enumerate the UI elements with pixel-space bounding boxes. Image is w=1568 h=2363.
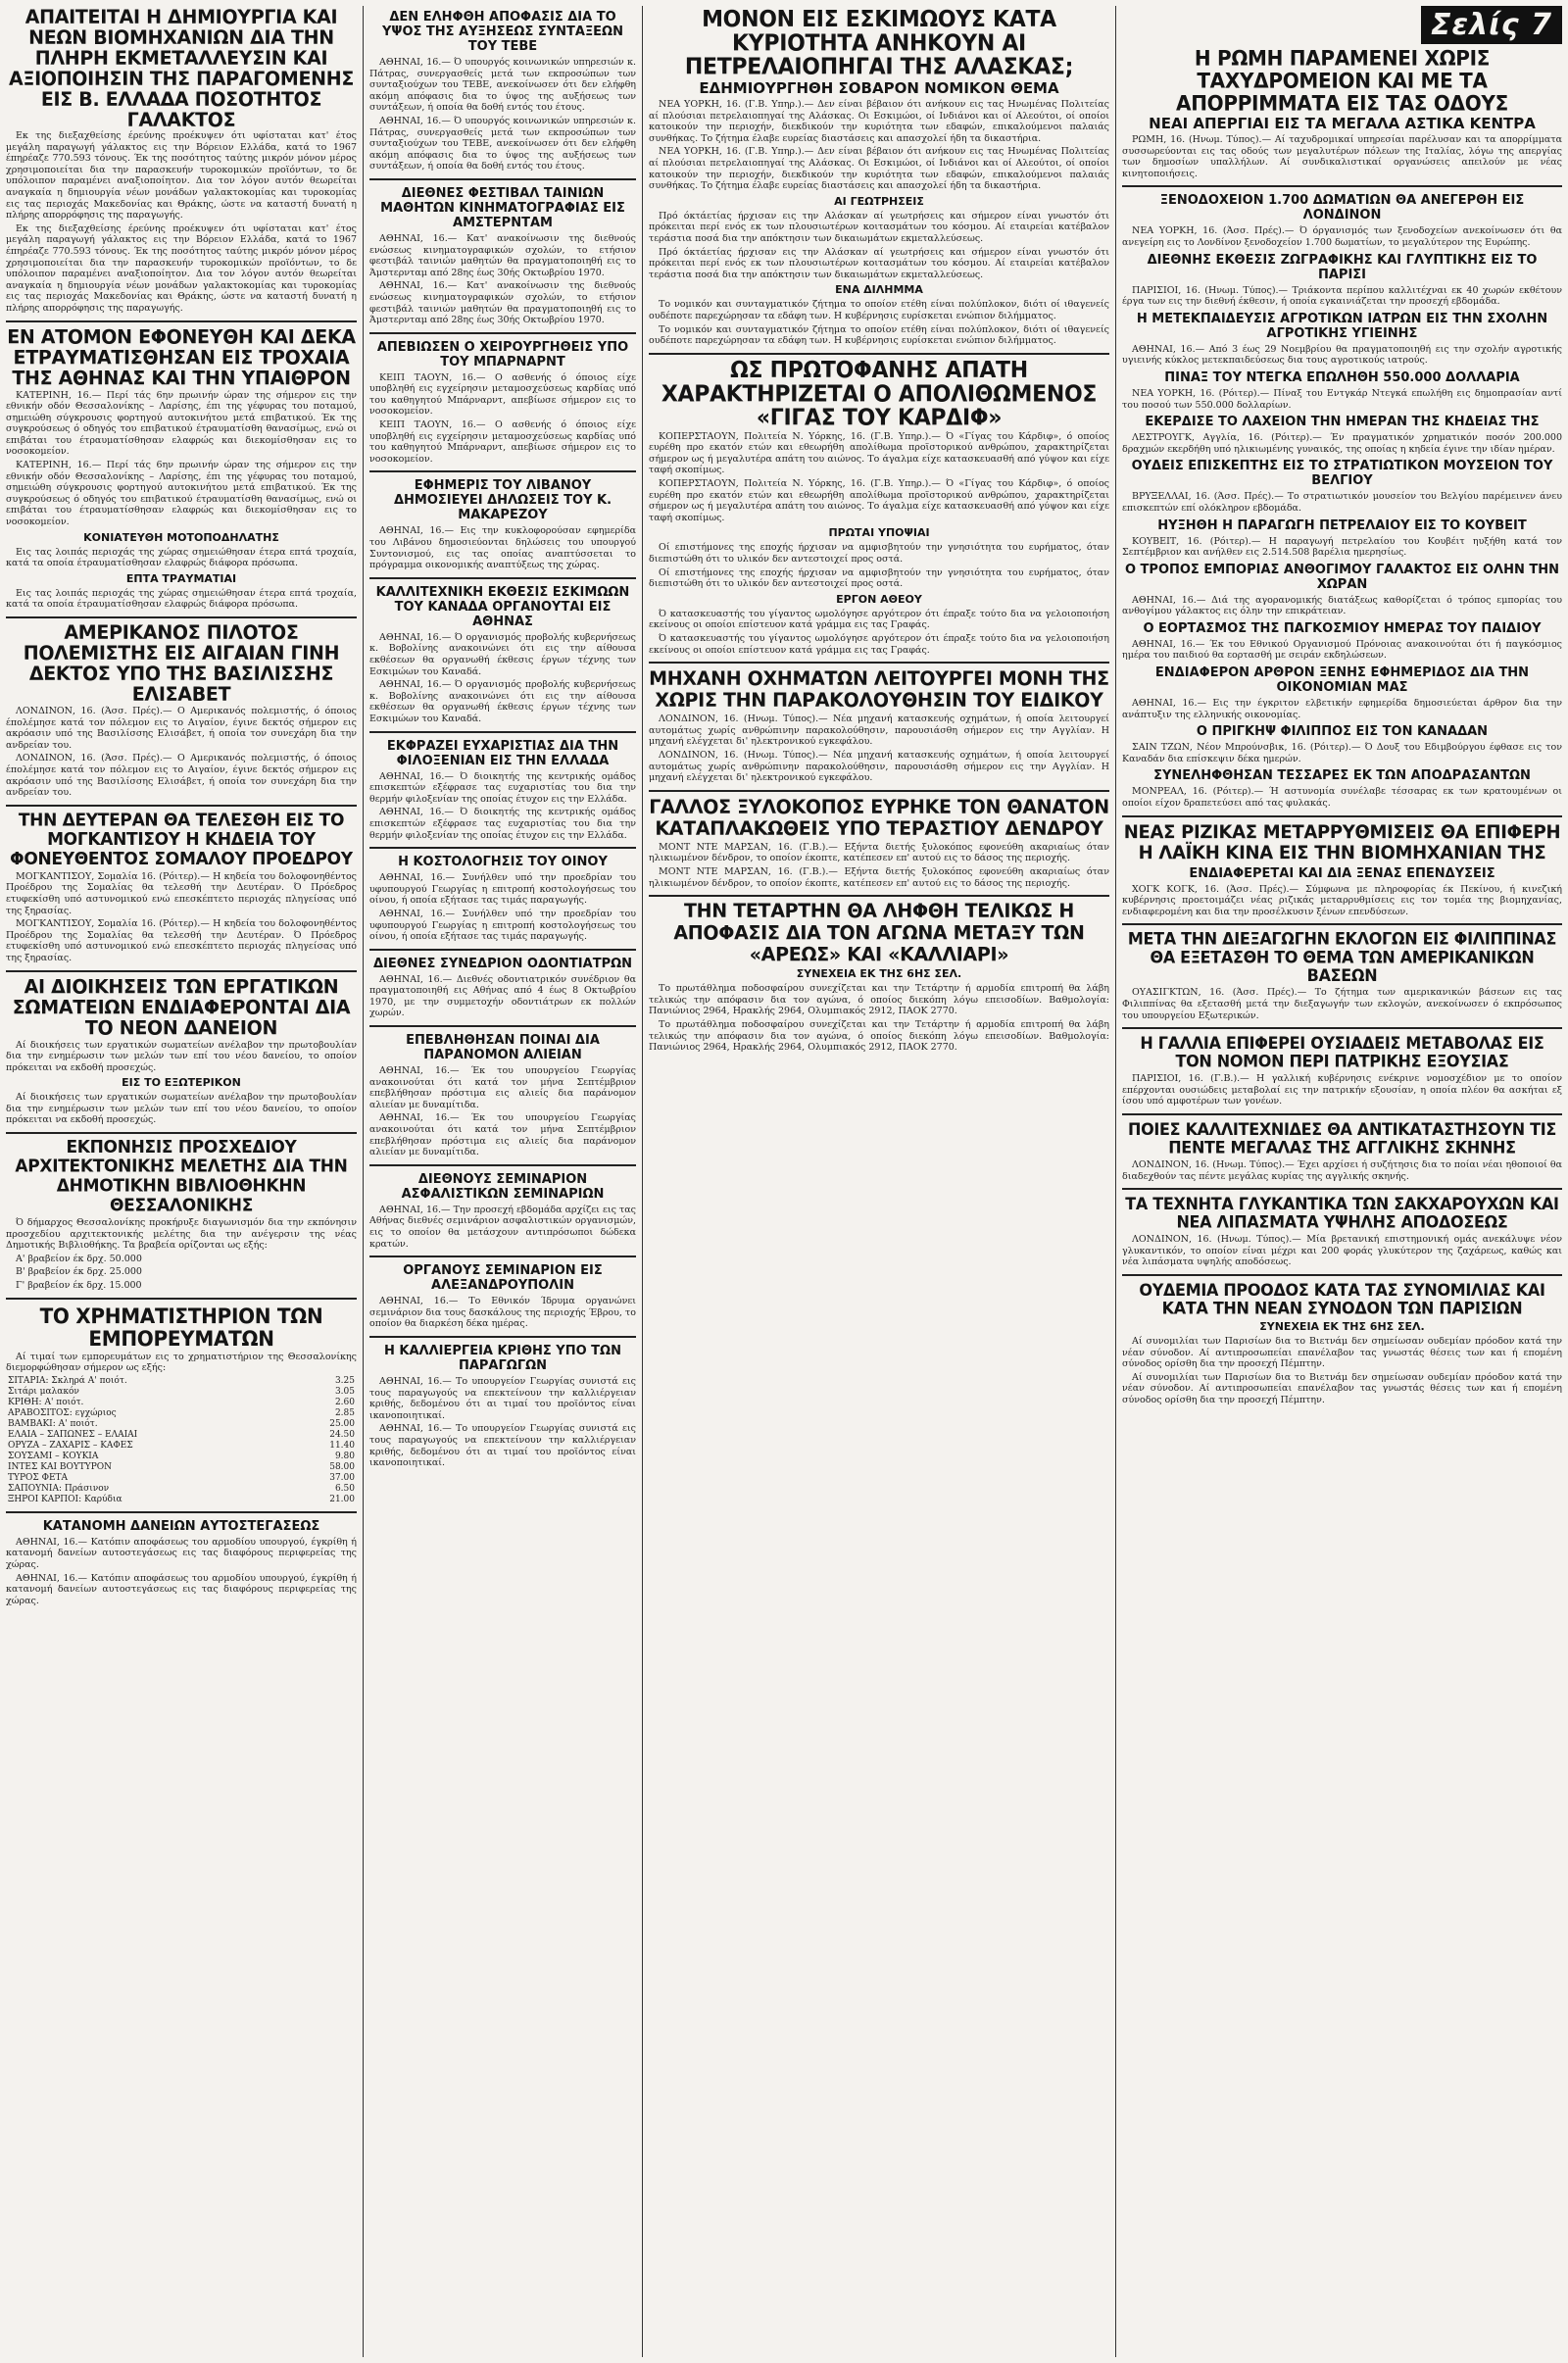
headline-loans: ΚΑΤΑΝΟΜΗ ΔΑΝΕΙΩΝ ΑΥΤΟΣΤΕΓΑΣΕΩΣ (42, 1518, 320, 1534)
headline-milk-industry: ΑΠΑΙΤΕΙΤΑΙ Η ΔΗΜΙΟΥΡΓΙΑ ΚΑΙ ΝΕΩΝ ΒΙΟΜΗΧΑΝΙΩΝ ΔΙΑ ΤΗΝ ΠΛΗΡΗ ΕΚΜΕΤΑΛΛΕΥΣΙΝ ΚΑΙ ΑΞΙΟΠΟΙΗΣΙΝ ΤΗΣ ΠΑΡΑΓΟΜΕΝΗΣ ΕΙΣ Β. ΕΛΛΑΔΑ ΠΟΣΟΤΗΤΟΣ ΓΑΛΑΚΤΟΣ (8, 6, 355, 132)
article-body: Το νομικόν και συνταγματικόν ζήτημα το οποίον ετέθη είναι πολύπλοκον, διότι οί ιθαγενείς ουδέποτε παρεχώρησαν τα εδάφη των. Η κυβέρνησις ευρίσκεται ενώπιον διλήμματος. (649, 323, 1109, 347)
market-price: 21.00 (329, 1494, 355, 1504)
article-body: ΑΘΗΝΑΙ, 16.— Ό οργανισμός προβολής κυβερνήσεως κ. Βοβολίνης ανακοινώνει ότι εις την αίθουσα εκθέσεων θα οργανωθή έκθεσις έργων τέχνης των Εσκιμώων του Καναδά. (369, 631, 636, 677)
article-body: Αί συνομιλίαι των Παρισίων δια το Βιετνάμ δεν σημείωσαν ουδεμίαν πρόοδον κατά την νέαν σύνοδον. Αί αντιπροσωπείαι επανέλαβον τας γνωστάς θέσεις των και ή επομένη σύνοδος ορίσθη δια την προσεχή Πέμπτην. (1122, 1335, 1562, 1370)
column-2 (363, 6, 642, 2357)
article-body: ΑΘΗΝΑΙ, 16.— Ό διοικητής της κεντρικής ομάδος επισκεπτών εξέφρασε τας ευχαριστίας του δια την θερμήν φιλοξενίαν της οποίας έτυχον εις την Ελλάδα. (369, 807, 636, 841)
divider (6, 1132, 357, 1134)
headline-france: Η ΓΑΛΛΙΑ ΕΠΙΦΕΡΕΙ ΟΥΣΙΑΔΕΙΣ ΜΕΤΑΒΟΛΑΣ ΕΙΣ ΤΟΝ ΝΟΜΟΝ ΠΕΡΙ ΠΑΤΡΙΚΗΣ ΕΞΟΥΣΙΑΣ (1140, 1033, 1544, 1072)
column-1 (0, 6, 363, 2357)
article-body: ΑΘΗΝΑΙ, 16.— Κατ' ανακοίνωσιν της διεθνούς ενώσεως κινηματογραφικών σχολών, το ετήσιον φεστιβάλ ταινιών μαθητών θα πραγματοποιηθή εις το Άμστερνταμ από 28ης έως 30ής Οκτωβρίου 1970. (369, 232, 636, 278)
headline-alaska: ΜΟΝΟΝ ΕΙΣ ΕΣΚΙΜΩΟΥΣ ΚΑΤΑ ΚΥΡΙΟΤΗΤΑ ΑΝΗΚΟΥΝ ΑΙ ΠΕΤΡΕΛΑΙΟΠΗΓΑΙ ΤΗΣ ΑΛΑΣΚΑΣ; (684, 7, 1074, 80)
market-price: 9.80 (334, 1451, 355, 1461)
divider (6, 1298, 357, 1300)
headline-somalia: ΤΗΝ ΔΕΥΤΕΡΑΝ ΘΑ ΤΕΛΕΣΘΗ ΕΙΣ ΤΟ ΜΟΓΚΑΝΤΙΣΟΥ Η ΚΗΔΕΙΑ ΤΟΥ ΦΟΝΕΥΘΕΝΤΟΣ ΣΟΜΑΛΟΥ ΠΡΟΕΔΡΟΥ (10, 810, 353, 870)
article-body: ΑΘΗΝΑΙ, 16.— Κατόπιν αποφάσεως του αρμοδίου υπουργού, έγκρίθη ή κατανομή δανείων αυτοστεγάσεως εις τας διαφόρους περιφερείας της χώρας. (6, 1572, 357, 1606)
headline-traffic: ΕΝ ΑΤΟΜΟΝ ΕΦΟΝΕΥΘΗ ΚΑΙ ΔΕΚΑ ΕΤΡΑΥΜΑΤΙΣΘΗΣΑΝ ΕΙΣ ΤΡΟΧΑΙΑ ΤΗΣ ΑΘΗΝΑΣ ΚΑΙ ΤΗΝ ΥΠΑΙΘΡΟΝ (7, 324, 356, 390)
article-body: Οί επιστήμονες της εποχής ήρχισαν να αμφισβητούν την γνησιότητα του ευρήματος, όταν διεπιστώθη ότι το υλικόν δεν αντεστοιχεί προς οστά. (649, 542, 1109, 566)
article-body: ΑΘΗΝΑΙ, 16.— Έκ του υπουργείου Γεωργίας ανακοινούται ότι κατά τον μήνα Σεπτέμβριον επεβλήθησαν πρόστιμα εις αλιείς δια παράνομον αλιείαν με δυναμίτιδα. (369, 1065, 636, 1110)
article-body: ΚΕΙΠ ΤΑΟΥΝ, 16.— Ο ασθενής ό όποιος είχε υποβληθή εις εγχείρησιν μεταμοσχεύσεως καρδίας υπό του καθηγητού Μπάρναρντ, απεβίωσε σήμερον εις το νοσοκομείον. (369, 371, 636, 418)
headline-exhibition: ΔΙΕΘΝΗΣ ΕΚΘΕΣΙΣ ΖΩΓΡΑΦΙΚΗΣ ΚΑΙ ΓΛΥΠΤΙΚΗΣ ΕΙΣ ΤΟ ΠΑΡΙΣΙ (1147, 252, 1538, 282)
subhead: ΕΝΑ ΔΙΛΗΜΜΑ (835, 283, 923, 297)
article-body: Αί συνομιλίαι των Παρισίων δια το Βιετνάμ δεν σημείωσαν ουδεμίαν πρόοδον κατά την νέαν σύνοδον. Αί αντιπροσωπείαι επανέλαβον τας γνωστάς θέσεις των και ή επομένη σύνοδος ορίσθη δια την προσεχή Πέμπτην. (1122, 1371, 1562, 1405)
market-price: 11.40 (329, 1440, 355, 1451)
subhead-strikes: ΝΕΑΙ ΑΠΕΡΓΙΑΙ ΕΙΣ ΤΑ ΜΕΓΑΛΑ ΑΣΤΙΚΑ ΚΕΝΤΡΑ (1149, 115, 1536, 132)
article-body: Πρό όκτάετίας ήρχισαν εις την Αλάσκαν αί γεωτρήσεις και σήμερον είναι γνωστόν ότι πρόκειται περί ενός εκ των πλουσιωτέρων κοιτασμάτων του κόσμου. Αί εταιρείαι κατέβαλον τεράστια ποσά δια την απόκτησιν των δικαιωμάτων εκμεταλλεύσεως. (649, 210, 1109, 244)
table-row (6, 1484, 357, 1495)
divider (1122, 1188, 1562, 1190)
article-body: ΟΥΑΣΙΓΚΤΩΝ, 16. (Άσσ. Πρές).— Το ζήτημα των αμερικανικών βάσεων εις τας Φιλιππίνας θα εξετασθή μετά την διεξαγωγήν των εκλογών, ανεκοίνωσεν ό εκπρόσωπος του υπουργείου Εξωτερικών. (1122, 987, 1562, 1021)
market-price: 6.50 (334, 1483, 355, 1494)
headline-alexandroupolis: ΟΡΓΑΝΟΥΣ ΣΕΜΙΝΑΡΙΟΝ ΕΙΣ ΑΛΕΞΑΝΔΡΟΥΠΟΛΙΝ (403, 1263, 603, 1294)
subhead-investments: ΕΝΔΙΑΦΕΡΕΤΑΙ ΚΑΙ ΔΙΑ ΞΕΝΑΣ ΕΠΕΝΔΥΣΕΙΣ (1189, 865, 1495, 881)
divider (649, 895, 1109, 897)
article-body: Το πρωτάθλημα ποδοσφαίρου συνεχίζεται και την Τετάρτην ή αρμοδία επιτροπή θα λάβη τελικώς την απόφασιν δια τον αγώνα, ό οποίος διεκόπη λόγω επεισοδίων. Βαθμολογία: Πανιώνιος 2964, Ηρακλής 2964, Ολυμπιακός 2912, ΠΑΟΚ 2770. (649, 1018, 1109, 1054)
headline-prince: Ο ΠΡΙΓΚΗΨ ΦΙΛΙΠΠΟΣ ΕΙΣ ΤΟΝ ΚΑΝΑΔΑΝ (1196, 724, 1489, 740)
table-row (6, 1430, 357, 1441)
market-price: 2.60 (334, 1397, 355, 1407)
article-body: ΑΘΗΝΑΙ, 16.— Κατ' ανακοίνωσιν της διεθνούς ενώσεως κινηματογραφικών σχολών, το ετήσιον φεστιβάλ ταινιών μαθητών θα πραγματοποιηθή εις το Άμστερνταμ από 28ης έως 30ής Οκτωβρίου 1970. (369, 280, 636, 326)
headline-milk-trade: Ο ΤΡΟΠΟΣ ΕΜΠΟΡΙΑΣ ΑΝΘΟΓΙΜΟΥ ΓΑΛΑΚΤΟΣ ΕΙΣ ΟΛΗΝ ΤΗΝ ΧΩΡΑΝ (1124, 562, 1560, 592)
article-body: Αί τιμαί των εμπορευμάτων εις το χρηματιστήριον της Θεσσαλονίκης διεμορφώθησαν σήμερον ως εξής: (6, 1351, 357, 1374)
article-body: ΑΘΗΝΑΙ, 16.— Εις την έγκριτον ελβετικήν εφημερίδα δημοσιεύεται άρθρον δια την ανάπτυξιν της ελληνικής οικονομίας. (1122, 698, 1562, 720)
market-item: ΚΡΙΘΗ: Α' ποιότ. (8, 1397, 84, 1407)
article-body: ΛΟΝΔΙΝΟΝ, 16. (Ηνωμ. Τύπος).— Έχει αρχίσει ή συζήτησις δια το ποίαι νέαι ηθοποιοί θα διαδεχθούν τας πέντε μεγάλας κυρίας της αγγλικής σκηνής. (1122, 1158, 1562, 1182)
article-body: ΑΘΗΝΑΙ, 16.— Κατόπιν αποφάσεως του αρμοδίου υπουργού, έγκρίθη ή κατανομή δανείων αυτοστεγάσεως εις τας διαφόρους περιφερείας της χώρας. (6, 1536, 357, 1570)
headline-football: ΤΗΝ ΤΕΤΑΡΤΗΝ ΘΑ ΛΗΦΘΗ ΤΕΛΙΚΩΣ Η ΑΠΟΦΑΣΙΣ ΔΙΑ ΤΟΝ ΑΓΩΝΑ ΜΕΤΑΞΥ ΤΩΝ «ΑΡΕΩΣ» ΚΑΙ «ΚΑΛΛΙΑΡΙ» (673, 900, 1085, 966)
market-item: Σιτάρι μαλακόν (8, 1386, 79, 1397)
headline-foreign-press: ΕΝΔΙΑΦΕΡΟΝ ΑΡΘΡΟΝ ΞΕΝΗΣ ΕΦΗΜΕΡΙΔΟΣ ΔΙΑ ΤΗΝ ΟΙΚΟΝΟΜΙΑΝ ΜΑΣ (1154, 665, 1530, 696)
article-body: ΛΕΣΤΡΟΥΓΚ, Αγγλία, 16. (Ρόιτερ).— Έν πραγματικόν χρηματικόν ποσόν 200.000 δραχμών εκερδήθη υπό ηλικιωμένης γυναικός, της οποίας η κηδεία έγινε την ιδίαν ημέραν. (1122, 432, 1562, 455)
article-body: Το πρωτάθλημα ποδοσφαίρου συνεχίζεται και την Τετάρτην ή αρμοδία επιτροπή θα λάβη τελικώς την απόφασιν δια τον αγώνα, ό οποίος διεκόπη λόγω επεισοδίων. Βαθμολογία: Πανιώνιος 2964, Ηρακλής 2964, Ολυμπιακός 2912, ΠΑΟΚ 2770. (649, 983, 1109, 1017)
divider (369, 470, 636, 472)
article-body: ΒΡΥΞΕΛΛΑΙ, 16. (Άσσ. Πρές).— Το στρατιωτικόν μουσείον του Βελγίου παρέμεινεν άνευ επισκεπτών επί ολόκληρον εβδομάδα. (1122, 491, 1562, 514)
divider (6, 805, 357, 807)
prize-line: Γ' βραβείον έκ δρχ. 15.000 (16, 1280, 142, 1292)
headline-lebanon: ΕΦΗΜΕΡΙΣ ΤΟΥ ΛΙΒΑΝΟΥ ΔΗΜΟΣΙΕΥΕΙ ΔΗΛΩΣΕΙΣ ΤΟΥ Κ. ΜΑΚΑΡΕΖΟΥ (393, 478, 612, 523)
article-body: ΝΕΑ ΥΟΡΚΗ, 16. (Γ.Β. Υπηρ.).— Δεν είναι βέβαιον ότι ανήκουν εις τας Ηνωμένας Πολιτείας αί πλούσιαι πετρελαιοπηγαί της Αλάσκας. Οι Εσκιμώοι, οί Ινδιάνοι και οί Αλεούτοι, οί οποίοι κατοικούν την περιοχήν, διεκδικούν την κυριότητα των εδαφών, επικαλούμενοι παλαιάς συνθήκας. Το ζήτημα έλαβε ευρείας διαστάσεις και απασχολεί ήδη τα δικαστήρια. (649, 146, 1109, 192)
market-item: ΕΛΑΙΑ – ΣΑΠΩΝΕΣ – ΕΛΑΙΑΙ (8, 1429, 138, 1440)
market-item: ΤΥΡΟΣ ΦΕΤΑ (8, 1472, 69, 1483)
divider (369, 731, 636, 733)
article-body: ΑΘΗΝΑΙ, 16.— Έκ του Εθνικού Οργανισμού Πρόνοιας ανακοινούται ότι ή παγκόσμιος ημέρα του παιδιού θα εορτασθή με σειράν εκδηλώσεων. (1122, 638, 1562, 662)
table-row (6, 1462, 357, 1473)
article-body: ΑΘΗΝΑΙ, 16.— Το υπουργείον Γεωργίας συνιστά εις τους παραγωγούς να επεκτείνουν την καλλιέργειαν κριθής, δεδομένου ότι αι τιμαί του προϊόντος είναι ικανοποιητικαί. (369, 1375, 636, 1421)
article-body: Ό κατασκευαστής του γίγαντος ωμολόγησε αργότερον ότι έπραξε τούτο δια να γελοιοποιήση εκείνους οι οποίοι επίστευον κατά γράμμα εις τας Γραφάς. (649, 608, 1109, 631)
headline-hotel: ΞΕΝΟΔΟΧΕΙΟΝ 1.700 ΔΩΜΑΤΙΩΝ ΘΑ ΑΝΕΓΕΡΘΗ ΕΙΣ ΛΟΝΔΙΝΟΝ (1159, 193, 1525, 223)
headline-unions: ΑΙ ΔΙΟΙΚΗΣΕΙΣ ΤΩΝ ΕΡΓΑΤΙΚΩΝ ΣΩΜΑΤΕΙΩΝ ΕΝΔΙΑΦΕΡΟΝΤΑΙ ΔΙΑ ΤΟ ΝΕΟΝ ΔΑΝΕΙΟΝ (12, 974, 351, 1040)
article-body: ΡΩΜΗ, 16. (Ηνωμ. Τύπος).— Αί ταχυδρομικαί υπηρεσίαι παρέλυσαν και τα απορρίμματα συσσωρεύονται εις τας οδούς των μεγαλυτέρων πόλεων της Ιταλίας, λόγω της απεργίας των δημοσίων υπαλλήλων. Αί συνδικαλιστικαί οργανώσεις απειλούν με νέας κινητοποιήσεις. (1122, 134, 1562, 179)
divider (1122, 1113, 1562, 1115)
divider (369, 949, 636, 951)
article-body: ΛΟΝΔΙΝΟΝ, 16. (Άσσ. Πρές).— Ο Αμερικανός πολεμιστής, ό όποιος έπολέμησε κατά τον πόλεμον εις το Αιγαίον, έγινε δεκτός σήμερον εις ακρόασιν υπό της Βασιλίσσης Ελισάβετ, ή οποία τον συνεχάρη δια την ανδρείαν του. (6, 706, 357, 751)
table-row (6, 1473, 357, 1484)
market-item: ΞΗΡΟΙ ΚΑΡΠΟΙ: Καρύδια (8, 1494, 122, 1504)
headline-dentists: ΔΙΕΘΝΕΣ ΣΥΝΕΔΡΙΟΝ ΟΔΟΝΤΙΑΤΡΩΝ (372, 956, 633, 971)
column-4 (1115, 6, 1568, 2357)
market-item: ΟΡΥΖΑ – ΖΑΧΑΡΙΣ – ΚΑΦΕΣ (8, 1440, 133, 1451)
article-body: ΚΟΥΒΕΙΤ, 16. (Ρόιτερ).— Η παραγωγή πετρελαίου του Κουβέιτ ηυξήθη κατά τον Σεπτέμβριον και ανήλθεν εις 2.514.508 βαρέλια ημερησίως. (1122, 535, 1562, 559)
divider (369, 1164, 636, 1166)
article-body: ΜΟΝΤ ΝΤΕ ΜΑΡΣΑΝ, 16. (Γ.Β.).— Εξήντα διετής ξυλοκόπος εφονεύθη ακαριαίως όταν ηλικιωμένον δένδρον, το οποίον έκοπτε, κατέπεσεν επ' αυτού εις το δάσος της περιοχής. (649, 841, 1109, 864)
headline-philippines: ΜΕΤΑ ΤΗΝ ΔΙΕΞΑΓΩΓΗΝ ΕΚΛΟΓΩΝ ΕΙΣ ΦΙΛΙΠΠΙΝΑΣ ΘΑ ΕΞΕΤΑΣΘΗ ΤΟ ΘΕΜΑ ΤΩΝ ΑΜΕΡΙΚΑΝΙΚΩΝ ΒΑΣΕΩΝ (1127, 929, 1557, 986)
headline-lottery: ΕΚΕΡΔΙΣΕ ΤΟ ΛΑΧΕΙΟΝ ΤΗΝ ΗΜΕΡΑΝ ΤΗΣ ΚΗΔΕΙΑΣ ΤΗΣ (1145, 415, 1540, 430)
article-body: ΑΘΗΝΑΙ, 16.— Ό οργανισμός προβολής κυβερνήσεως κ. Βοβολίνης ανακοινώνει ότι εις την αίθουσα εκθέσεων θα οργανωθή έκθεσις έργων τέχνης των Εσκιμώων του Καναδά. (369, 679, 636, 724)
headline-actresses: ΠΟΙΕΣ ΚΑΛΛΙΤΕΧΝΙΔΕΣ ΘΑ ΑΝΤΙΚΑΤΑΣΤΗΣΟΥΝ ΤΙΣ ΠΕΝΤΕ ΜΕΓΑΛΑΣ ΤΗΣ ΑΓΓΛΙΚΗΣ ΣΚΗΝΗΣ (1128, 1119, 1556, 1157)
market-table (6, 1376, 357, 1505)
article-body: Αί διοικήσεις των εργατικών σωματείων ανέλαβον την πρωτοβουλίαν δια την ενημέρωσιν των μελών των επί του νέου δανείου, το οποίον πρόκειται να εκδοθή προσεχώς. (6, 1039, 357, 1073)
table-row (6, 1495, 357, 1505)
headline-seminar: ΔΙΕΘΝΟΥΣ ΣΕΜΙΝΑΡΙΟΝ ΑΣΦΑΛΙΣΤΙΚΩΝ ΣΕΜΙΝΑΡΙΩΝ (401, 1171, 605, 1202)
headline-market: ΤΟ ΧΡΗΜΑΤΙΣΤΗΡΙΟΝ ΤΩΝ ΕΜΠΟΡΕΥΜΑΤΩΝ (39, 1303, 323, 1351)
article-body: ΜΟΝΤ ΝΤΕ ΜΑΡΣΑΝ, 16. (Γ.Β.).— Εξήντα διετής ξυλοκόπος εφονεύθη ακαριαίως όταν ηλικιωμένον δένδρον, το οποίον έκοπτε, κατέπεσεν επ' αυτού εις το δάσος της περιοχής. (649, 865, 1109, 889)
headline-pensions: ΔΕΝ ΕΛΗΦΘΗ ΑΠΟΦΑΣΙΣ ΔΙΑ ΤΟ ΥΨΟΣ ΤΗΣ ΑΥΞΗΣΕΩΣ ΣΥΝΤΑΞΕΩΝ ΤΟΥ ΤΕΒΕ (382, 10, 623, 54)
article-body: ΑΘΗΝΑΙ, 16.— Συνήλθεν υπό την προεδρίαν του υφυπουργού Γεωργίας η επιτροπή κοστολογήσεως του οίνου, ή οποία εξήτασε τας τιμάς παραγωγής. (369, 908, 636, 943)
article-body: Εκ της διεξαχθείσης έρεύνης προέκυψεν ότι υφίσταται κατ' έτος μεγάλη παραγωγή γάλακτος εις την Βόρειον Ελλάδα, κατά το 1967 έπηρέαζε 770.593 τόνους. Έκ της ποσότητος ταύτης μικρόν μόνον μέρος χρησιμοποιείται δια την παρασκευήν τυροκομικών προϊόντων, το δε υπόλοιπον παραμένει αναξιοποίητον. Δια τον λόγον αυτόν θεωρείται αναγκαία η δημιουργία νέων μονάδων γαλακτοκομίας και τυροκομίας εις τας περιοχάς Μακεδονίας και Θράκης, ώστε να καταστή δυνατή η πλήρης απορρόφησις της παραγωγής. (6, 130, 357, 222)
subhead: ΚΟΝΙΑΤΕΥΘΗ ΜΟΤΟΠΟΔΗΛΑΤΗΣ (83, 530, 279, 544)
divider (6, 970, 357, 972)
prize-line: Β' βραβείον έκ δρχ. 25.000 (16, 1266, 142, 1278)
headline-eskimo-art: ΚΑΛΛΙΤΕΧΝΙΚΗ ΕΚΘΕΣΙΣ ΕΣΚΙΜΩΩΝ ΤΟΥ ΚΑΝΑΔΑ ΟΡΓΑΝΟΥΤΑΙ ΕΙΣ ΑΘΗΝΑΣ (375, 584, 630, 629)
article-body: ΑΘΗΝΑΙ, 16.— Διεθνές οδοντιατρικόν συνέδριον θα πραγματοποιηθή εις Αθήνας από 4 έως 8 Οκτωβρίου 1970, με την συμμετοχήν οδοντιάτρων εκ πολλών χωρών. (369, 973, 636, 1019)
article-body: ΛΟΝΔΙΝΟΝ, 16. (Ηνωμ. Τύπος).— Μία βρετανική επιστημονική ομάς ανεκάλυψε νέον γλυκαντικόν, το οποίον είναι μέχρι και 200 φοράς γλυκύτερον της ζαχάρεως, καθώς και νέα λιπάσματα υψηλής αποδόσεως. (1122, 1234, 1562, 1268)
headline-barley: Η ΚΑΛΛΙΕΡΓΕΙΑ ΚΡΙΘΗΣ ΥΠΟ ΤΩΝ ΠΑΡΑΓΩΓΩΝ (384, 1343, 621, 1373)
article-body: ΑΘΗΝΑΙ, 16.— Ό διοικητής της κεντρικής ομάδος επισκεπτών εξέφρασε τας ευχαριστίας του δια την θερμήν φιλοξενίαν της οποίας έτυχον εις την Ελλάδα. (369, 770, 636, 805)
headline-cardiff-giant: ΩΣ ΠΡΩΤΟΦΑΝΗΣ ΑΠΑΤΗ ΧΑΡΑΚΤΗΡΙΖΕΤΑΙ Ο ΑΠΟΛΙΘΩΜΕΝΟΣ «ΓΙΓΑΣ ΤΟΥ ΚΑΡΔΙΦ» (661, 357, 1098, 431)
divider (369, 178, 636, 180)
article-body: Εις τας λοιπάς περιοχάς της χώρας σημειώθησαν έτερα επτά τροχαία, κατά τα οποία έτραυματίσθησαν ελαφρώς διάφορα πρόσωπα. (6, 587, 357, 611)
headline-paris-talks: ΟΥΔΕΜΙΑ ΠΡΟΟΔΟΣ ΚΑΤΑ ΤΑΣ ΣΥΝΟΜΙΛΙΑΣ ΚΑΙ ΚΑΤΑ ΤΗΝ ΝΕΑΝ ΣΥΝΟΔΟΝ ΤΩΝ ΠΑΡΙΣΙΩΝ (1139, 1279, 1545, 1318)
article-body: ΑΘΗΝΑΙ, 16.— Από 3 έως 29 Νοεμβρίου θα πραγματοποιηθή εις την σχολήν αγροτικής υγιεινής κύκλος μετεκπαιδεύσεως δια τους αγροτικούς ιατρούς. (1122, 343, 1562, 367)
article-body: Εκ της διεξαχθείσης έρεύνης προέκυψεν ότι υφίσταται κατ' έτος μεγάλη παραγωγή γάλακτος εις την Βόρειον Ελλάδα, κατά το 1967 έπηρέαζε 770.593 τόνους. Έκ της ποσότητος ταύτης μικρόν μόνον μέρος χρησιμοποιείται δια την παρασκευήν τυροκομικών προϊόντων, το δε υπόλοιπον παραμένει αναξιοποίητον. Δια τον λόγον αυτόν θεωρείται αναγκαία η δημιουργία νέων μονάδων γαλακτοκομίας και τυροκομίας εις τας περιοχάς Μακεδονίας και Θράκης, ώστε να καταστή δυνατή η πλήρης απορρόφησις της παραγωγής. (6, 222, 357, 314)
divider (1122, 1274, 1562, 1276)
article-body: ΑΘΗΝΑΙ, 16.— Ό υπουργός κοινωνικών υπηρεσιών κ. Πάτρας, συνεργασθείς μετά των εκπροσώπων των συνταξιούχων του ΤΕΒΕ, ανεκοίνωσεν ότι δεν ελήφθη ακόμη απόφασις δια το ύψος της αυξήσεως των συντάξεων, ή οποία θα δοθή εντός του έτους. (369, 115, 636, 172)
table-row (6, 1419, 357, 1430)
table-row (6, 1441, 357, 1452)
divider (1122, 923, 1562, 925)
headline-fishing: ΕΠΕΒΛΗΘΗΣΑΝ ΠΟΙΝΑΙ ΔΙΑ ΠΑΡΑΝΟΜΟΝ ΑΛΙΕΙΑΝ (406, 1033, 600, 1063)
headline-thanks: ΕΚΦΡΑΖΕΙ ΕΥΧΑΡΙΣΤΙΑΣ ΔΙΑ ΤΗΝ ΦΙΛΟΞΕΝΙΑΝ ΕΙΣ ΤΗΝ ΕΛΛΑΔΑ (386, 738, 619, 768)
article-body: ΠΑΡΙΣΙΟΙ, 16. (Γ.Β.).— Η γαλλική κυβέρνησις ενέκρινε νομοσχέδιον με το οποίον επέρχονται ουσιώδεις μεταβολαί εις την πατρικήν εξουσίαν, η οποία πλέον θα ασκήται εξ ίσου υπό αμφοτέρων των γονέων. (1122, 1073, 1562, 1108)
article-body: Αί διοικήσεις των εργατικών σωματείων ανέλαβον την πρωτοβουλίαν δια την ενημέρωσιν των μελών των επί του νέου δανείου, το οποίον πρόκειται να εκδοθή προσεχώς. (6, 1092, 357, 1126)
article-body: Εις τας λοιπάς περιοχάς της χώρας σημειώθησαν έτερα επτά τροχαία, κατά τα οποία έτραυματίσθησαν ελαφρώς διάφορα πρόσωπα. (6, 546, 357, 569)
article-body: ΑΘΗΝΑΙ, 16.— Το Εθνικόν Ίδρυμα οργανώνει σεμινάριον δια τους δασκάλους της περιοχής Έβρου, το οποίον θα διαρκέση δέκα ημέρας. (369, 1296, 636, 1330)
table-row (6, 1387, 357, 1398)
divider (1122, 815, 1562, 817)
divider (6, 1511, 357, 1513)
market-price: 3.05 (334, 1386, 355, 1397)
market-item: ΣΙΤΑΡΙΑ: Σκληρά Α' ποιότ. (8, 1375, 127, 1386)
article-body: ΑΘΗΝΑΙ, 16.— Την προσεχή εβδομάδα αρχίζει εις τας Αθήνας διεθνές σεμινάριον ασφαλιστικών οργανισμών, εις το οποίον θα μετάσχουν αντιπρόσωποι δώδεκα κρατών. (369, 1204, 636, 1250)
article-body: ΚΟΠΕΡΣΤΑΟΥΝ, Πολιτεία Ν. Υόρκης, 16. (Γ.Β. Υπηρ.).— Ό «Γίγας του Κάρδιφ», ό οποίος ευρέθη προ εκατόν ετών και εθεωρήθη απολίθωμα προϊστορικού ανθρώπου, χαρακτηρίζεται σήμερον ως ή μεγαλυτέρα απάτη του αιώνος. Το άγαλμα είχε κατασκευασθή από γύψον και είχε ταφή σκοπίμως. (649, 478, 1109, 523)
headline-museum: ΟΥΔΕΙΣ ΕΠΙΣΚΕΠΤΗΣ ΕΙΣ ΤΟ ΣΤΡΑΤΙΩΤΙΚΟΝ ΜΟΥΣΕΙΟΝ ΤΟΥ ΒΕΛΓΙΟΥ (1131, 459, 1553, 489)
divider (6, 320, 357, 322)
article-body: ΛΟΝΔΙΝΟΝ, 16. (Ηνωμ. Τύπος).— Νέα μηχανή κατασκευής οχημάτων, ή οποία λειτουργεί αυτομάτως χωρίς ανθρώπινην παρακολούθησιν, παρουσιάσθη σήμερον εις την Αγγλίαν. Η μηχανή ελέγχεται δι' ηλεκτρονικού εγκεφάλου. (649, 749, 1109, 784)
article-body: ΧΟΓΚ ΚΟΓΚ, 16. (Άσσ. Πρές).— Σύμφωνα με πληροφορίας έκ Πεκίνου, ή κινεζική κυβέρνησις προετοιμάζει νέας ριζικάς μεταρρυθμίσεις εις τον τομέα της βιομηχανίας, ενδιαφερομένη και δια την προσέλκυσιν ξένων επενδύσεων. (1122, 883, 1562, 917)
article-body: ΑΘΗΝΑΙ, 16.— Ό υπουργός κοινωνικών υπηρεσιών κ. Πάτρας, συνεργασθείς μετά των εκπροσώπων των συνταξιούχων του ΤΕΒΕ, ανεκοίνωσεν ότι δεν ελήφθη ακόμη απόφασις δια το ύψος της αυξήσεως των συντάξεων, ή οποία θα δοθή εντός του έτους. (369, 57, 636, 114)
headline-library: ΕΚΠΟΝΗΣΙΣ ΠΡΟΣΧΕΔΙΟΥ ΑΡΧΙΤΕΚΤΟΝΙΚΗΣ ΜΕΛΕΤΗΣ ΔΙΑ ΤΗΝ ΔΗΜΟΤΙΚΗΝ ΒΙΒΛΙΟΘΗΚΗΝ ΘΕΣΣΑΛΟΝΙΚΗΣ (15, 1137, 348, 1216)
table-row (6, 1452, 357, 1462)
subhead: ΑΙ ΓΕΩΤΡΗΣΕΙΣ (834, 194, 924, 208)
article-body: ΑΘΗΝΑΙ, 16.— Έκ του υπουργείου Γεωργίας ανακοινούται ότι κατά τον μήνα Σεπτέμβριον επεβλήθησαν πρόστιμα εις αλιείς δια παράνομον αλιείαν με δυναμίτιδα. (369, 1112, 636, 1158)
subhead: ΕΠΤΑ ΤΡΑΥΜΑΤΙΑΙ (125, 571, 237, 585)
headline-china: ΝΕΑΣ ΡΙΖΙΚΑΣ ΜΕΤΑΡΡΥΘΜΙΣΕΙΣ ΘΑ ΕΠΙΦΕΡΗ Η ΛΑΪΚΗ ΚΙΝΑ ΕΙΣ ΤΗΝ ΒΙΟΜΗΧΑΝΙΑΝ ΤΗΣ (1123, 820, 1561, 863)
headline-machine: ΜΗΧΑΝΗ ΟΧΗΜΑΤΩΝ ΛΕΙΤΟΥΡΓΕΙ ΜΟΝΗ ΤΗΣ ΧΩΡΙΣ ΤΗΝ ΠΑΡΑΚΟΛΟΥΘΗΣΙΝ ΤΟΥ ΕΙΔΙΚΟΥ (649, 667, 1109, 713)
headline-rome: Η ΡΩΜΗ ΠΑΡΑΜΕΝΕΙ ΧΩΡΙΣ ΤΑΧΥΔΡΟΜΕΙΟΝ ΚΑΙ ΜΕ ΤΑ ΑΠΟΡΡΙΜΜΑΤΑ ΕΙΣ ΤΑΣ ΟΔΟΥΣ (1176, 45, 1508, 116)
table-row (6, 1376, 357, 1387)
headline-sweeteners: ΤΑ ΤΕΧΝΗΤΑ ΓΛΥΚΑΝΤΙΚΑ ΤΩΝ ΣΑΚΧΑΡΟΥΧΩΝ ΚΑΙ ΝΕΑ ΛΙΠΑΣΜΑΤΑ ΥΨΗΛΗΣ ΑΠΟΔΟΣΕΩΣ (1125, 1194, 1559, 1233)
article-body: ΝΕΑ ΥΟΡΚΗ, 16. (Ρόιτερ).— Πίναξ του Εντγκάρ Ντεγκά επωλήθη εις δημοπρασίαν αντί του ποσού των 550.000 δολλαρίων. (1122, 387, 1562, 411)
divider (369, 577, 636, 579)
market-price: 37.00 (329, 1472, 355, 1483)
divider (369, 1255, 636, 1257)
divider (6, 616, 357, 618)
divider (369, 1025, 636, 1027)
market-price: 24.50 (329, 1429, 355, 1440)
headline-festival: ΔΙΕΘΝΕΣ ΦΕΣΤΙΒΑΛ ΤΑΙΝΙΩΝ ΜΑΘΗΤΩΝ ΚΙΝΗΜΑΤΟΓΡΑΦΙΑΣ ΕΙΣ ΑΜΣΤΕΡΝΤΑΜ (380, 185, 625, 230)
divider (369, 847, 636, 849)
article-body: ΑΘΗΝΑΙ, 16.— Το υπουργείον Γεωργίας συνιστά εις τους παραγωγούς να επεκτείνουν την καλλιέργειαν κριθής, δεδομένου ότι αι τιμαί του προϊόντος είναι ικανοποιητικαί. (369, 1423, 636, 1469)
article-body: ΑΘΗΝΑΙ, 16.— Συνήλθεν υπό την προεδρίαν του υφυπουργού Γεωργίας η επιτροπή κοστολογήσεως του οίνου, ή οποία εξήτασε τας τιμάς παραγωγής. (369, 872, 636, 907)
divider (1122, 185, 1562, 187)
article-body: ΠΑΡΙΣΙΟΙ, 16. (Ηνωμ. Τύπος).— Τριάκοντα περίπου καλλιτέχναι εκ 40 χωρών εκθέτουν έργα των εις την διεθνή έκθεσιν, ή οποία εγκαινιάζεται την προσεχή εβδομάδα. (1122, 284, 1562, 308)
article-body: ΑΘΗΝΑΙ, 16.— Διά της αγορανομικής διατάξεως καθορίζεται ό τρόπος εμπορίας του ανθογίμου γάλακτος εις όλην την επικράτειαν. (1122, 594, 1562, 617)
market-item: ΣΑΠΟΥΝΙΑ: Πράσινον (8, 1483, 110, 1494)
article-body: ΛΟΝΔΙΝΟΝ, 16. (Ηνωμ. Τύπος).— Νέα μηχανή κατασκευής οχημάτων, ή οποία λειτουργεί αυτομάτως χωρίς ανθρώπινην παρακολούθησιν, παρουσιάσθη σήμερον εις την Αγγλίαν. Η μηχανή ελέγχεται δι' ηλεκτρονικού εγκεφάλου. (649, 714, 1109, 748)
divider (1122, 1027, 1562, 1029)
divider (649, 790, 1109, 792)
headline-child-day: Ο ΕΟΡΤΑΣΜΟΣ ΤΗΣ ΠΑΓΚΟΣΜΙΟΥ ΗΜΕΡΑΣ ΤΟΥ ΠΑΙΔΙΟΥ (1143, 620, 1542, 636)
continuation-note: ΣΥΝΕΧΕΙΑ ΕΚ ΤΗΣ 6ΗΣ ΣΕΛ. (796, 967, 962, 981)
article-body: ΑΘΗΝΑΙ, 16.— Εις την κυκλοφορούσαν εφημερίδα του Λιβάνου δημοσιεύονται δηλώσεις του υπουργού Συντονισμού, εις τας οποίας αναπτύσσεται το πρόγραμμα οικονομικής αναπτύξεως της χώρας. (369, 525, 636, 571)
column-3 (642, 6, 1115, 2357)
article-body: ΜΟΝΡΕΑΛ, 16. (Ρόιτερ).— Ή αστυνομία συνέλαβε τέσσαρας εκ των κρατουμένων οι οποίοι είχον δραπετεύσει από τας φυλακάς. (1122, 786, 1562, 810)
divider (369, 332, 636, 334)
article-body: ΚΑΤΕΡΙΝΗ, 16.— Περί τάς 6ην πρωινήν ώραν της σήμερον εις την εθνικήν οδόν Θεσσαλονίκης – Λαρίσης, έπι της γέφυρας του ποταμού, σημειώθη σύγκρουσις φορτηγού αυτοκινήτου μετά επιβατικού. Έκ της συγκρούσεως ό οδηγός του επιβατικού έτραυματίσθη θανασίμως, ενώ οι επιβάται του έτραυματίσθησαν ελαφρώς και διεκομίσθησαν εις το νοσοκομείον. (6, 389, 357, 458)
divider (649, 353, 1109, 355)
table-row (6, 1398, 357, 1408)
headline-wine: Η ΚΟΣΤΟΛΟΓΗΣΙΣ ΤΟΥ ΟΙΝΟΥ (398, 855, 608, 870)
article-body: ΚΟΠΕΡΣΤΑΟΥΝ, Πολιτεία Ν. Υόρκης, 16. (Γ.Β. Υπηρ.).— Ό «Γίγας του Κάρδιφ», ό οποίος ευρέθη προ εκατόν ετών και εθεωρήθη απολίθωμα προϊστορικού ανθρώπου, χαρακτηρίζεται σήμερον ως ή μεγαλυτέρα απάτη του αιώνος. Το άγαλμα είχε κατασκευασθή από γύψον και είχε ταφή σκοπίμως. (649, 430, 1109, 476)
prize-line: Α' βραβείον έκ δρχ. 50.000 (16, 1253, 142, 1264)
article-body: ΝΕΑ ΥΟΡΚΗ, 16. (Γ.Β. Υπηρ.).— Δεν είναι βέβαιον ότι ανήκουν εις τας Ηνωμένας Πολιτείας αί πλούσιαι πετρελαιοπηγαί της Αλάσκας. Οι Εσκιμώοι, οί Ινδιάνοι και οί Αλεούτοι, οί οποίοι κατοικούν την περιοχήν, διεκδικούν την κυριότητα των εδαφών, επικαλούμενοι παλαιάς συνθήκας. Το ζήτημα έλαβε ευρείας διαστάσεις και απασχολεί ήδη τα δικαστήρια. (649, 99, 1109, 144)
subhead: ΕΙΣ ΤΟ ΕΞΩΤΕΡΙΚΟΝ (122, 1076, 241, 1090)
market-price: 58.00 (329, 1461, 355, 1472)
subhead: ΕΡΓΟΝ ΑΘΕΟΥ (836, 592, 922, 606)
market-item: ΣΟΥΣΑΜΙ – ΚΟΥΚΙΑ (8, 1451, 99, 1461)
article-body: Το νομικόν και συνταγματικόν ζήτημα το οποίον ετέθη είναι πολύπλοκον, διότι οί ιθαγενείς ουδέποτε παρεχώρησαν τα εδάφη των. Η κυβέρνησις ευρίσκεται ενώπιον διλήμματος. (649, 299, 1109, 321)
market-item: ΒΑΜΒΑΚΙ: Α' ποιότ. (8, 1418, 98, 1429)
divider (369, 1336, 636, 1338)
article-body: ΜΟΓΚΑΝΤΙΣΟΥ, Σομαλία 16. (Ρόιτερ).— Η κηδεία του δολοφονηθέντος Προέδρου της Σομαλίας θα τελεσθή την Δευτέραν. Ό Πρόεδρος ετυφεκίσθη υπό αστυνομικού ενώ επεσκέπτετο περιοχάς πληγείσας υπό της ξηρασίας. (6, 870, 357, 916)
article-body: Οί επιστήμονες της εποχής ήρχισαν να αμφισβητούν την γνησιότητα του ευρήματος, όταν διεπιστώθη ότι το υλικόν δεν αντεστοιχεί προς οστά. (649, 566, 1109, 590)
masthead (1122, 6, 1562, 44)
article-body: ΚΑΤΕΡΙΝΗ, 16.— Περί τάς 6ην πρωινήν ώραν της σήμερον εις την εθνικήν οδόν Θεσσαλονίκης – Λαρίσης, έπι της γέφυρας του ποταμού, σημειώθη σύγκρουσις φορτηγού αυτοκινήτου μετά επιβατικού. Έκ της συγκρούσεως ό οδηγός του επιβατικού έτραυματίσθη θανασίμως, ενώ οι επιβάται του έτραυματίσθησαν ελαφρώς και διεκομίσθησαν εις το νοσοκομείον. (6, 460, 357, 528)
headline-pilot: ΑΜΕΡΙΚΑΝΟΣ ΠΙΛΟΤΟΣ ΠΟΛΕΜΙΣΤΗΣ ΕΙΣ ΑΙΓΑΙΑΝ ΓΙΝΗ ΔΕΚΤΟΣ ΥΠΟ ΤΗΣ ΒΑΣΙΛΙΣΣΗΣ ΕΛΙΣΑΒΕΤ (23, 620, 340, 707)
table-row (6, 1408, 357, 1419)
article-body: Πρό όκτάετίας ήρχισαν εις την Αλάσκαν αί γεωτρήσεις και σήμερον είναι γνωστόν ότι πρόκειται περί ενός εκ των πλουσιωτέρων κοιτασμάτων του κόσμου. Αί εταιρείαι κατέβαλον τεράστια ποσά δια την απόκτησιν των δικαιωμάτων εκμεταλλεύσεως. (649, 246, 1109, 280)
article-body: Ό κατασκευαστής του γίγαντος ωμολόγησε αργότερον ότι έπραξε τούτο δια να γελοιοποιήση εκείνους οι οποίοι επίστευον κατά γράμμα εις τας Γραφάς. (649, 633, 1109, 656)
headline-barnard: ΑΠΕΒΙΩΣΕΝ Ο ΧΕΙΡΟΥΡΓΗΘΕΙΣ ΥΠΟ ΤΟΥ ΜΠΑΡΝΑΡΝΤ (376, 339, 629, 369)
article-body: ΣΑΙΝ ΤΖΩΝ, Νέον Μπρούνσβικ, 16. (Ρόιτερ).— Ό Δουξ του Εδιμβούργου έφθασε εις τον Καναδάν δια επίσκεψιν δέκα ημερών. (1122, 742, 1562, 764)
subhead: ΠΡΩΤΑΙ ΥΠΟΨΙΑΙ (828, 526, 930, 540)
market-price: 25.00 (329, 1418, 355, 1429)
market-item: ΑΡΑΒΟΣΙΤΟΣ: εγχώριος (8, 1407, 117, 1418)
market-price: 2.85 (334, 1407, 355, 1418)
article-body: ΚΕΙΠ ΤΑΟΥΝ, 16.— Ο ασθενής ό όποιος είχε υποβληθή εις εγχείρησιν μεταμοσχεύσεως καρδίας υπό του καθηγητού Μπάρναρντ, απεβίωσε σήμερον εις το νοσοκομείον. (369, 419, 636, 465)
divider (649, 662, 1109, 664)
subhead-legal: ΕΔΗΜΙΟΥΡΓΗΘΗ ΣΟΒΑΡΟΝ ΝΟΜΙΚΟΝ ΘΕΜΑ (699, 79, 1059, 97)
article-body: ΝΕΑ ΥΟΡΚΗ, 16. (Άσσ. Πρές).— Ό όργανισμός των ξενοδοχείων ανεκοίνωσεν ότι θα ανεγείρη εις το Λονδίνον ξενοδοχείον 1.700 δωματίων, το μεγαλύτερον της Ευρώπης. (1122, 225, 1562, 248)
article-body: Ό δήμαρχος Θεσσαλονίκης προκήρυξε διαγωνισμόν δια την εκπόνησιν προσχεδίου αρχιτεκτονικής μελέτης δια την ανέγερσιν της νέας Δημοτικής Βιβλιοθήκης. Τα βραβεία ορίζονται ως εξής: (6, 1217, 357, 1252)
continuation-note: ΣΥΝΕΧΕΙΑ ΕΚ ΤΗΣ 6ΗΣ ΣΕΛ. (1259, 1319, 1425, 1333)
headline-woodcutter: ΓΑΛΛΟΣ ΞΥΛΟΚΟΠΟΣ ΕΥΡΗΚΕ ΤΟΝ ΘΑΝΑΤΟΝ ΚΑΤΑΠΛΑΚΩΘΕΙΣ ΥΠΟ ΤΕΡΑΣΤΙΟΥ ΔΕΝΔΡΟΥ (649, 795, 1109, 840)
headline-kuwait: ΗΥΞΗΘΗ Η ΠΑΡΑΓΩΓΗ ΠΕΤΡΕΛΑΙΟΥ ΕΙΣ ΤΟ ΚΟΥΒΕΙΤ (1157, 517, 1527, 533)
market-price: 3.25 (334, 1375, 355, 1386)
page-number-label: Σελίς 7 (1421, 6, 1562, 44)
headline-degas: ΠΙΝΑΞ ΤΟΥ ΝΤΕΓΚΑ ΕΠΩΛΗΘΗ 550.000 ΔΟΛΛΑΡΙΑ (1164, 369, 1520, 385)
article-body: ΛΟΝΔΙΝΟΝ, 16. (Άσσ. Πρές).— Ο Αμερικανός πολεμιστής, ό όποιος έπολέμησε κατά τον πόλεμον εις το Αιγαίον, έγινε δεκτός σήμερον εις ακρόασιν υπό της Βασιλίσσης Ελισάβετ, ή οποία τον συνεχάρη δια την ανδρείαν του. (6, 753, 357, 799)
headline-agri-doctors: Η ΜΕΤΕΚΠΑΙΔΕΥΣΙΣ ΑΓΡΟΤΙΚΩΝ ΙΑΤΡΩΝ ΕΙΣ ΤΗΝ ΣΧΟΛΗΝ ΑΓΡΟΤΙΚΗΣ ΥΓΙΕΙΝΗΣ (1136, 311, 1548, 341)
article-body: ΜΟΓΚΑΝΤΙΣΟΥ, Σομαλία 16. (Ρόιτερ).— Η κηδεία του δολοφονηθέντος Προέδρου της Σομαλίας θα τελεσθή την Δευτέραν. Ό Πρόεδρος ετυφεκίσθη υπό αστυνομικού ενώ επεσκέπτετο περιοχάς πληγείσας υπό της ξηρασίας. (6, 918, 357, 963)
headline-escapees: ΣΥΝΕΛΗΦΘΗΣΑΝ ΤΕΣΣΑΡΕΣ ΕΚ ΤΩΝ ΑΠΟΔΡΑΣΑΝΤΩΝ (1153, 768, 1531, 784)
market-item: ΙΝΤΕΣ ΚΑΙ ΒΟΥΤΥΡΟΝ (8, 1461, 113, 1472)
